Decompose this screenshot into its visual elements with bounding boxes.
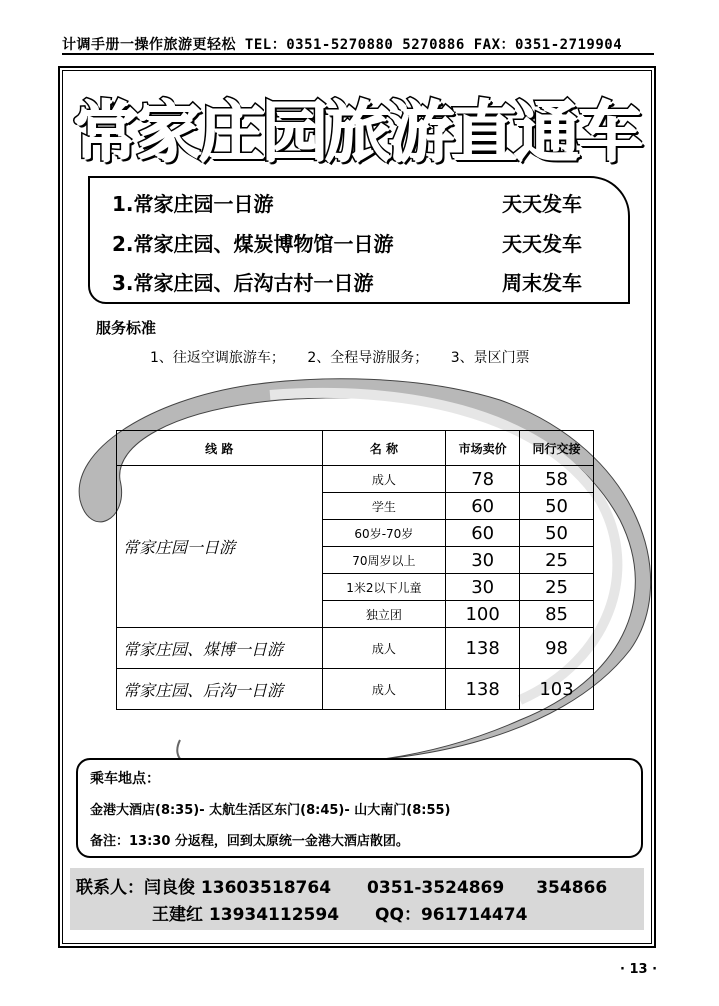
market-price: 30 (446, 574, 520, 601)
market-price: 30 (446, 547, 520, 574)
service-heading: 服务标准 (96, 319, 157, 337)
col-header-trade-price: 同行交接 (520, 431, 594, 466)
table-row (117, 466, 594, 493)
route-2-schedule: 天天发车 (502, 232, 582, 256)
table-header-row (117, 431, 594, 466)
route-1-name: 1.常家庄园一日游 (112, 192, 274, 216)
ticket-type: 独立团 (322, 601, 446, 628)
route-cell: 常家庄园、煤博一日游 (117, 628, 323, 669)
pickup-note: 备注：13:30 分返程，回到太原统一金港大酒店散团。 (90, 834, 409, 849)
market-price: 138 (446, 628, 520, 669)
contact-label: 联系人： (76, 878, 144, 898)
route-1-schedule: 天天发车 (502, 192, 582, 216)
trade-price: 103 (520, 669, 594, 710)
route-cell: 常家庄园一日游 (117, 466, 323, 628)
contact-qq: QQ：961714474 (375, 905, 528, 925)
trade-price: 85 (520, 601, 594, 628)
market-price: 100 (446, 601, 520, 628)
trade-price: 25 (520, 574, 594, 601)
contact-person-2: 王建红 13934112594 (152, 905, 340, 925)
service-item: 2、全程导游服务； (307, 350, 429, 366)
route-3-name: 3.常家庄园、后沟古村一日游 (112, 271, 374, 295)
market-price: 60 (446, 493, 520, 520)
contact-person-1: 闫良俊 13603518764 (144, 878, 332, 898)
route-3-schedule: 周末发车 (502, 271, 582, 295)
ticket-type: 成人 (322, 669, 446, 710)
header-contact-line: 计调手册一操作旅游更轻松 TEL：0351-5270880 5270886 FAX：0351-2719904 (62, 37, 623, 53)
service-item: 1、往返空调旅游车； (150, 350, 285, 366)
pickup-title: 乘车地点： (90, 771, 160, 787)
trade-price: 50 (520, 520, 594, 547)
contact-phone-2: 354866 (536, 878, 608, 898)
contact-phone-1: 0351-3524869 (367, 878, 505, 898)
route-cell: 常家庄园、后沟一日游 (117, 669, 323, 710)
col-header-name: 名 称 (322, 431, 446, 466)
service-item: 3、景区门票 (450, 350, 530, 366)
market-price: 60 (446, 520, 520, 547)
service-items (150, 347, 548, 367)
trade-price: 98 (520, 628, 594, 669)
contact-line-1 (76, 873, 607, 898)
col-header-market-price: 市场卖价 (446, 431, 520, 466)
table-row (117, 669, 594, 710)
ticket-type: 成人 (322, 466, 446, 493)
page-title: 常家庄园旅游直通车 (72, 93, 639, 170)
pickup-locations: 金港大酒店(8:35)- 太航生活区东门(8:45)- 山大南门(8:55) (90, 803, 451, 818)
ticket-type: 60岁-70岁 (322, 520, 446, 547)
ticket-type: 70周岁以上 (322, 547, 446, 574)
ticket-type: 1米2以下儿童 (322, 574, 446, 601)
ticket-type: 学生 (322, 493, 446, 520)
col-header-route: 线 路 (117, 431, 323, 466)
market-price: 78 (446, 466, 520, 493)
contact-line-2 (152, 900, 527, 925)
market-price: 138 (446, 669, 520, 710)
price-table (116, 430, 594, 710)
trade-price: 58 (520, 466, 594, 493)
trade-price: 25 (520, 547, 594, 574)
route-2-name: 2.常家庄园、煤炭博物馆一日游 (112, 232, 394, 256)
trade-price: 50 (520, 493, 594, 520)
table-row (117, 628, 594, 669)
ticket-type: 成人 (322, 628, 446, 669)
page-number: · 13 · (620, 962, 658, 977)
